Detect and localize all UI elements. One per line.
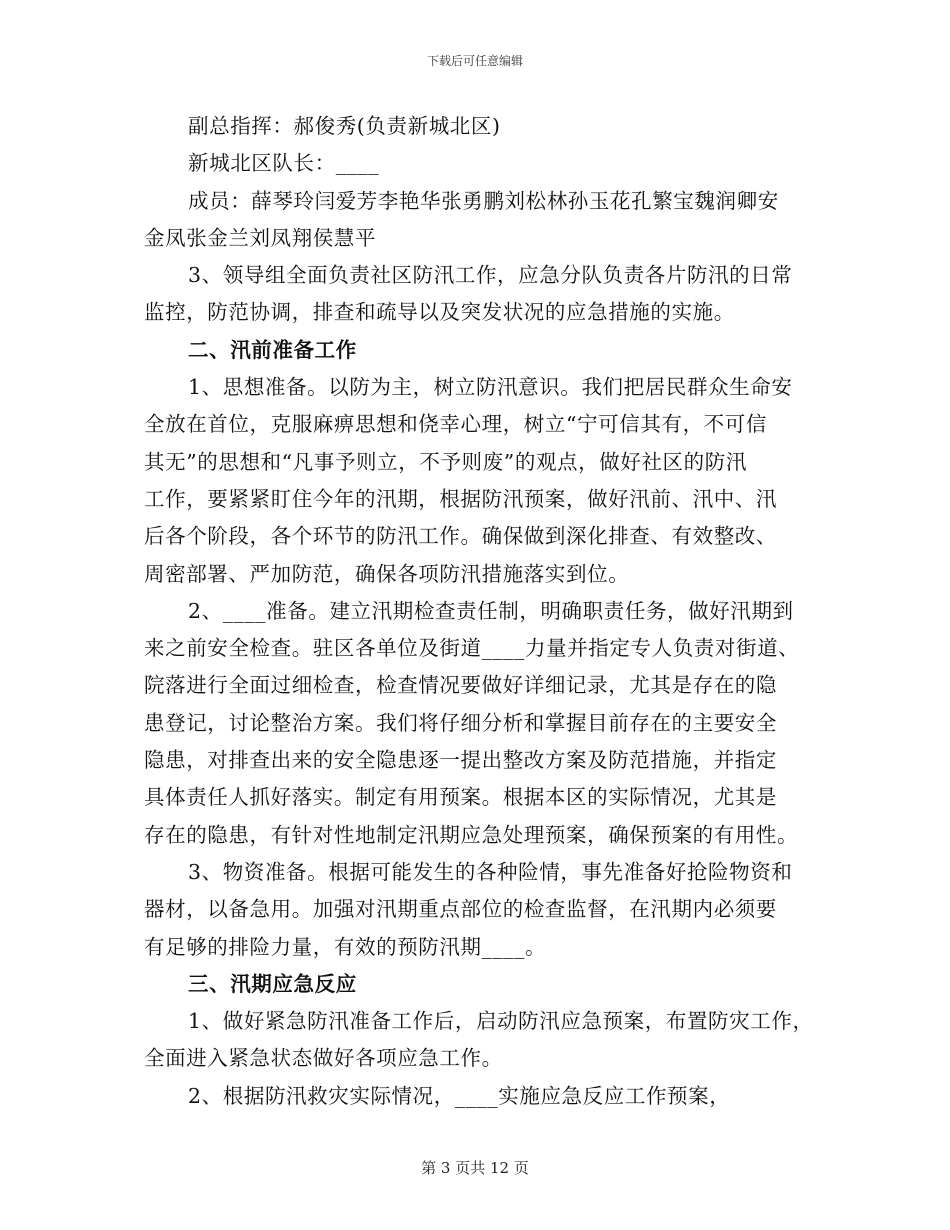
text-line: 其无”的思想和“凡事予则立，不予则废”的观点，做好社区的防汛 (144, 449, 747, 474)
page-header: 下载后可任意编辑 (426, 54, 523, 68)
text-line: 全面进入紧急状态做好各项应急工作。 (144, 1046, 503, 1071)
text-line: 全放在首位，克服麻痹思想和侥幸心理，树立“宁可信其有，不可信 (144, 412, 767, 437)
text-line: 新城北区队长：____ (188, 151, 380, 176)
text-line: 器材，以备急用。加强对汛期重点部位的检查监督，在汛期内必须要 (144, 897, 777, 922)
text-line: 金凤张金兰刘凤翔侯慧平 (144, 225, 377, 250)
text-line: 有足够的排险力量，有效的预防汛期____。 (144, 934, 547, 959)
text-line: 隐患，对排查出来的安全隐患逐一提出整改方案及防范措施，并指定 (144, 748, 777, 773)
text-line: 1、做好紧急防汛准备工作后，启动防汛应急预案，布置防灾工作， (188, 1009, 814, 1034)
text-line: 2、____准备。建立汛期检查责任制，明确职责任务，做好汛期到 (188, 598, 794, 623)
page-footer: 第 3 页共 12 页 (421, 1159, 529, 1177)
text-line: 3、领导组全面负责社区防汛工作，应急分队负责各片防汛的日常 (188, 263, 793, 288)
document-body (144, 108, 824, 1115)
text-line: 后各个阶段，各个环节的防汛工作。确保做到深化排查、有效整改、 (144, 524, 777, 549)
text-line: 具体责任人抓好落实。制定有用预案。根据本区的实际情况，尤其是 (144, 785, 777, 810)
text-line: 副总指挥：郝俊秀(负责新城北区) (188, 114, 501, 138)
text-line: 存在的隐患，有针对性地制定汛期应急处理预案，确保预案的有用性。 (144, 822, 799, 847)
text-line: 周密部署、严加防范，确保各项防汛措施落实到位。 (144, 561, 630, 586)
text-line: 工作，要紧紧盯住今年的汛期，根据防汛预案，做好汛前、汛中、汛 (144, 486, 777, 511)
text-line: 院落进行全面过细检查，检查情况要做好详细记录，尤其是存在的隐 (144, 673, 777, 698)
section-heading: 三、汛期应急反应 (188, 971, 357, 996)
text-line: 来之前安全检查。驻区各单位及街道____力量并指定专人负责对街道、 (144, 636, 800, 661)
text-line: 成员：薛琴玲闫爱芳李艳华张勇鹏刘松林孙玉花孔繁宝魏润卿安 (188, 188, 779, 213)
text-line: 3、物资准备。根据可能发生的各种险情，事先准备好抢险物资和 (188, 859, 793, 884)
text-line: 2、根据防汛救灾实际情况，____实施应急反应工作预案， (188, 1083, 731, 1108)
section-heading: 二、汛前准备工作 (188, 337, 357, 362)
text-line: 监控，防范协调，排查和疏导以及突发状况的应急措施的实施。 (144, 300, 735, 325)
text-line: 患登记，讨论整治方案。我们将仔细分析和掌握目前存在的主要安全 (144, 710, 777, 735)
text-line: 1、思想准备。以防为主，树立防汛意识。我们把居民群众生命安 (188, 375, 793, 400)
